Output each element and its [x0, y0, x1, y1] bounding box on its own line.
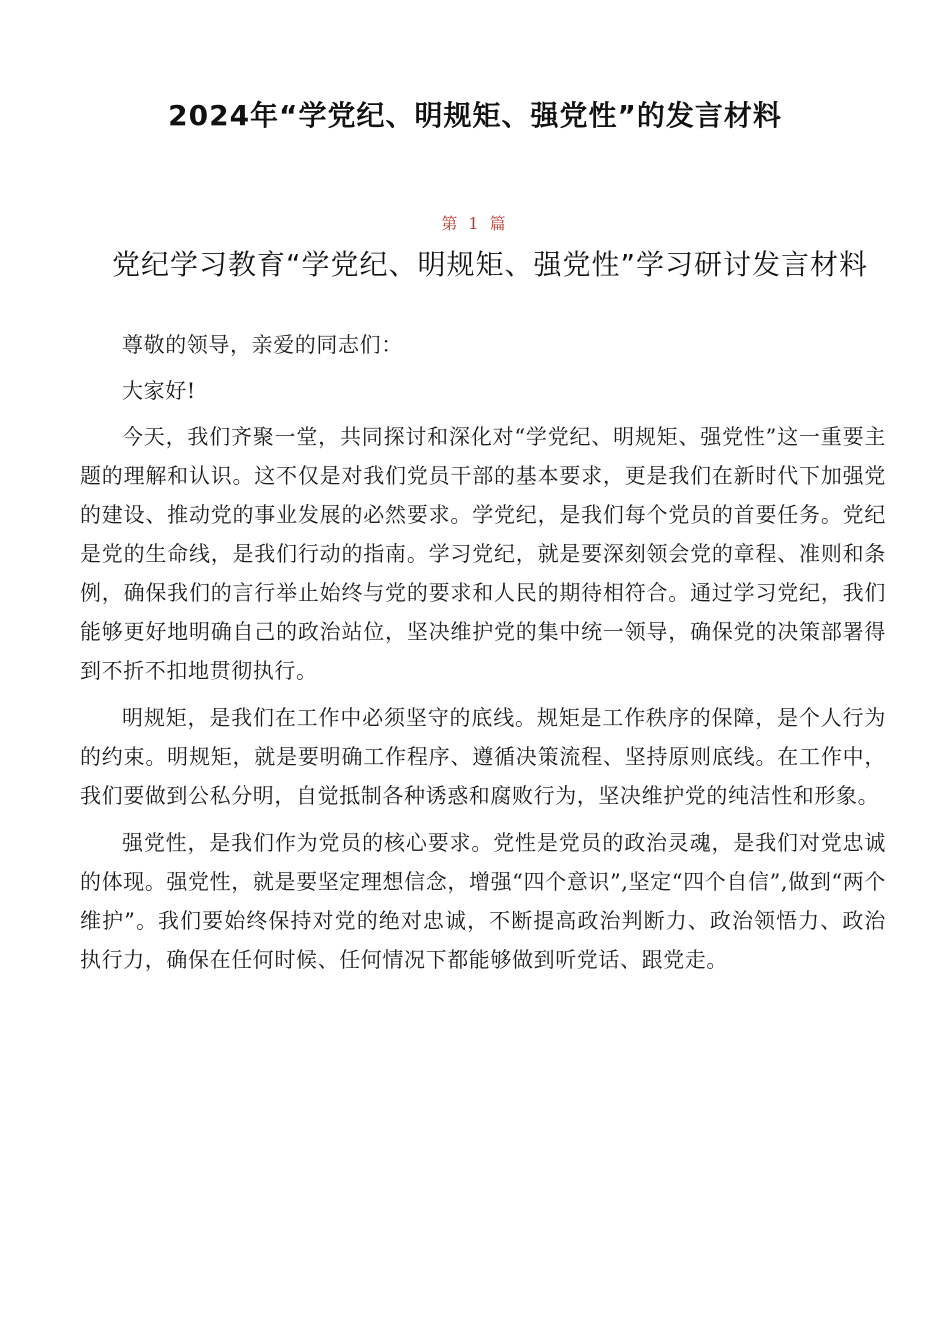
document-title: 2024年“学党纪、明规矩、强党性”的发言材料 [168, 99, 782, 132]
greeting: 大家好! [122, 379, 196, 403]
salutation: 尊敬的领导，亲爱的同志们： [122, 333, 403, 357]
article-body [80, 326, 886, 980]
body-paragraph: 今天，我们齐聚一堂，共同探讨和深化对“学党纪、明规矩、强党性”这一重要主题的理解和认识。这不仅是对我们党员干部的基本要求，更是我们在新时代下加强党的建设、推动党的事业发展的必然要求。学党纪，是我们每个党员的首要任务。党纪是党的生命线，是我们行动的指南。学习党纪，就是要深刻领会党的章程、准则和条例，确保我们的言行举止始终与党的要求和人民的期待相符合。通过学习党纪，我们能够更好地明确自己的政治站位，坚决维护党的集中统一领导，确保党的决策部署得到不折不扣地贯彻执行。 [80, 425, 886, 683]
body-paragraph: 明规矩，是我们在工作中必须坚守的底线。规矩是工作秩序的保障，是个人行为的约束。明规矩，就是要明确工作程序、遵循决策流程、坚持原则底线。在工作中，我们要做到公私分明，自觉抵制各种诱惑和腐败行为，坚决维护党的纯洁性和形象。 [80, 706, 886, 808]
chapter-label: 第 1 篇 [441, 214, 509, 233]
article-title: 党纪学习教育“学党纪、明规矩、强党性”学习研讨发言材料 [111, 248, 868, 281]
body-paragraph: 强党性，是我们作为党员的核心要求。党性是党员的政治灵魂，是我们对党忠诚的体现。强党性，就是要坚定理想信念，增强“四个意识”,坚定“四个自信”,做到“两个维护”。我们要始终保持对党的绝对忠诚，不断提高政治判断力、政治领悟力、政治执行力，确保在任何时候、任何情况下都能够做到听党话、跟党走。 [80, 831, 886, 972]
